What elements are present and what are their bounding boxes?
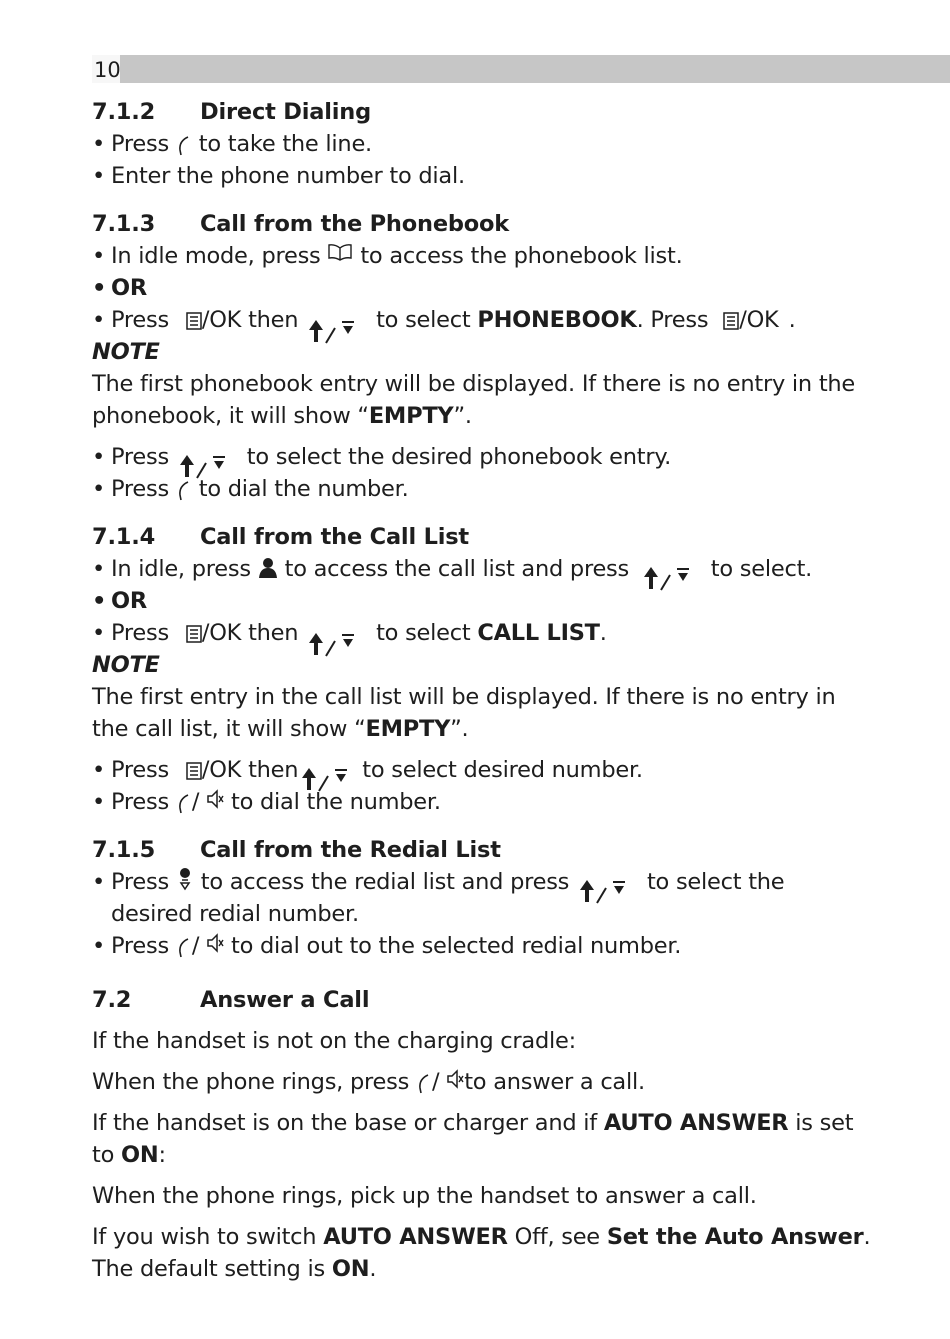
bullet-enter-number: • Enter the phone number to dial. bbox=[92, 163, 465, 189]
bullet-select-entry: • Press to select the desired phonebook entry. bbox=[92, 441, 872, 473]
manual-content bbox=[92, 96, 872, 1285]
speaker-icon bbox=[206, 790, 224, 808]
speaker-icon bbox=[446, 1070, 464, 1088]
paragraph-auto-answer-condition: If the handset is on the base or charger and if AUTO ANSWER is set to ON: bbox=[92, 1110, 854, 1168]
up-down-arrow-icon bbox=[640, 563, 704, 593]
bullet-select-number: • Press /OK then to select desired number. bbox=[92, 754, 872, 786]
up-down-arrow-icon bbox=[305, 316, 369, 346]
section-heading-7-1-5: 7.1.5 Call from the Redial List bbox=[92, 837, 501, 863]
talk-icon bbox=[176, 791, 192, 815]
up-down-arrow-icon bbox=[176, 451, 240, 481]
talk-icon bbox=[176, 935, 192, 959]
paragraph-press-to-answer: When the phone rings, press / to answer a call. bbox=[92, 1069, 645, 1095]
bullet-menu-phonebook: • Press /OK then to select PHONEBOOK. Press /OK . bbox=[92, 304, 872, 336]
menu-icon bbox=[186, 312, 202, 330]
call-list-icon bbox=[258, 557, 278, 579]
menu-icon bbox=[186, 762, 202, 780]
up-down-arrow-icon bbox=[305, 629, 369, 659]
bullet-or: • OR bbox=[92, 275, 147, 301]
paragraph-switch-auto-answer: If you wish to switch AUTO ANSWER Off, see Set the Auto Answer. The default setting is ON. bbox=[92, 1224, 871, 1282]
note-label: NOTE bbox=[92, 339, 160, 365]
talk-icon bbox=[176, 478, 192, 502]
bullet-redial-list: • Press to access the redial list and press to select the desired redial number. bbox=[92, 866, 872, 930]
bullet-or: • OR bbox=[92, 588, 147, 614]
paragraph-pick-up-handset: When the phone rings, pick up the handset to answer a call. bbox=[92, 1183, 757, 1209]
menu-icon bbox=[186, 625, 202, 643]
bullet-menu-call-list: • Press /OK then to select CALL LIST. bbox=[92, 617, 872, 649]
bullet-dial-redial: • Press / to dial out to the selected redial number. bbox=[92, 933, 682, 959]
bullet-dial-call-list: • Press / to dial the number. bbox=[92, 789, 441, 815]
section-heading-7-1-3: 7.1.3 Call from the Phonebook bbox=[92, 211, 510, 237]
bullet-idle-call-list: • In idle, press to access the call list and press to select. bbox=[92, 553, 872, 585]
redial-icon bbox=[176, 867, 194, 891]
up-down-arrow-icon bbox=[576, 876, 640, 906]
note-text-call-list: The first entry in the call list will be displayed. If there is no entry in the call list, it will show “EMPTY”. bbox=[92, 684, 836, 742]
bullet-idle-phonebook: • In idle mode, press to access the phonebook list. bbox=[92, 243, 683, 269]
speaker-icon bbox=[206, 934, 224, 952]
section-heading-7-1-4: 7.1.4 Call from the Call List bbox=[92, 524, 469, 550]
menu-icon bbox=[723, 312, 739, 330]
note-label: NOTE bbox=[92, 652, 160, 678]
phonebook-icon bbox=[327, 243, 353, 263]
talk-icon bbox=[176, 133, 192, 157]
section-heading-7-2: 7.2 Answer a Call bbox=[92, 987, 370, 1013]
page-number: 10 bbox=[92, 55, 120, 83]
bullet-take-line: • Press to take the line. bbox=[92, 131, 372, 157]
up-down-arrow-icon bbox=[298, 764, 362, 794]
header-bar bbox=[92, 55, 950, 83]
bullet-dial-number: • Press to dial the number. bbox=[92, 476, 409, 502]
talk-icon bbox=[416, 1071, 432, 1095]
note-text-phonebook: The first phonebook entry will be displayed. If there is no entry in the phonebook, it will show “EMPTY”. bbox=[92, 371, 855, 429]
paragraph-not-on-cradle: If the handset is not on the charging cradle: bbox=[92, 1028, 576, 1054]
section-heading-7-1-2: 7.1.2 Direct Dialing bbox=[92, 99, 371, 125]
